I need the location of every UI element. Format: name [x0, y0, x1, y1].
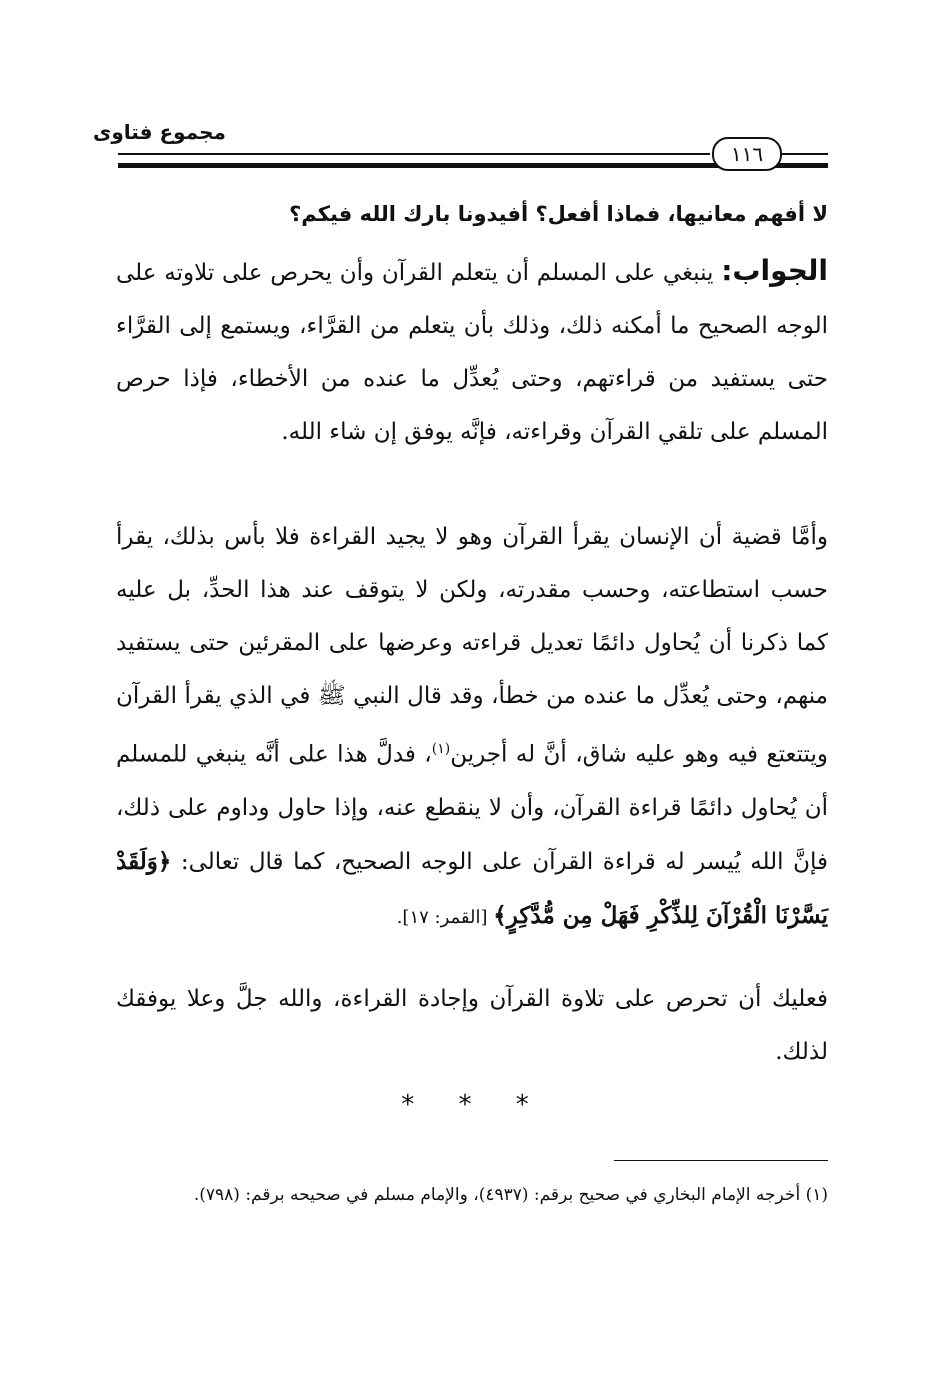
section-separator: * * * [401, 1090, 547, 1120]
header-rule [780, 153, 828, 155]
answer-text: ينبغي على المسلم أن يتعلم القرآن وأن يحرص على تلاوته على الوجه الصحيح ما أمكنه ذلك، وذلك بأن يتعلم من القرَّاء، ويستمع إلى القرَّاء حتى يستفيد من قراءتهم، وحتى يُعدِّل ما عنده من الأخطاء، فإذا حرص المسلم على تلقي القرآن وقراءته، فإنَّه يوفق إن شاء الله. [116, 260, 828, 445]
running-header-title: مجموع فتاوى [93, 120, 226, 144]
page-number: ١١٦ [712, 137, 782, 171]
answer-paragraph-2 [116, 511, 828, 944]
footnote-reference: (١) [431, 741, 451, 757]
paragraph-text: وأمَّا قضية أن الإنسان يقرأ القرآن وهو لا يجيد القراءة فلا بأس بذلك، يقرأ حسب استطاعته، وحسب مقدرته، ولكن لا يتوقف عند هذا الحدِّ، بل عليه كما ذكرنا أن يُحاول دائمًا تعديل قراءته وعرضها على المقرئين حتى يستفيد منهم، وحتى يُعدِّل ما عنده من خطأ، وقد قال النبي ﷺ في الذي يقرأ القرآن ويتتعتع فيه وهو عليه شاق، أنَّ له أجرين [116, 524, 828, 768]
quran-verse: ﴿وَلَقَدْ يَسَّرْنَا الْقُرْآنَ لِلذِّكْرِ فَهَلْ مِن مُّدَّكِرٍ﴾ [116, 847, 828, 929]
answer-paragraph-1 [116, 244, 828, 459]
header-rule [118, 153, 710, 155]
answer-label: الجواب: [721, 254, 828, 287]
footnote-rule [614, 1160, 828, 1161]
footnote: (١) أخرجه الإمام البخاري في صحيح برقم: (٤٩٣٧)، والإمام مسلم في صحيحه برقم: (٧٩٨). [193, 1185, 828, 1205]
question-text: لا أفهم معانيها، فماذا أفعل؟ أفيدونا بارك الله فيكم؟ [289, 202, 828, 226]
answer-paragraph-3: فعليك أن تحرص على تلاوة القرآن وإجادة القراءة، والله جلَّ وعلا يوفقك لذلك. [116, 986, 828, 1065]
verse-reference: [القمر: ١٧]. [396, 906, 494, 928]
paragraph-text: ، فدلَّ هذا على أنَّه ينبغي للمسلم أن يُحاول دائمًا قراءة القرآن، وأن لا ينقطع عنه، وإذا حاول وداوم على ذلك، فإنَّ الله يُيسر له قراءة القرآن على الوجه الصحيح، كما قال تعالى: [116, 741, 828, 875]
